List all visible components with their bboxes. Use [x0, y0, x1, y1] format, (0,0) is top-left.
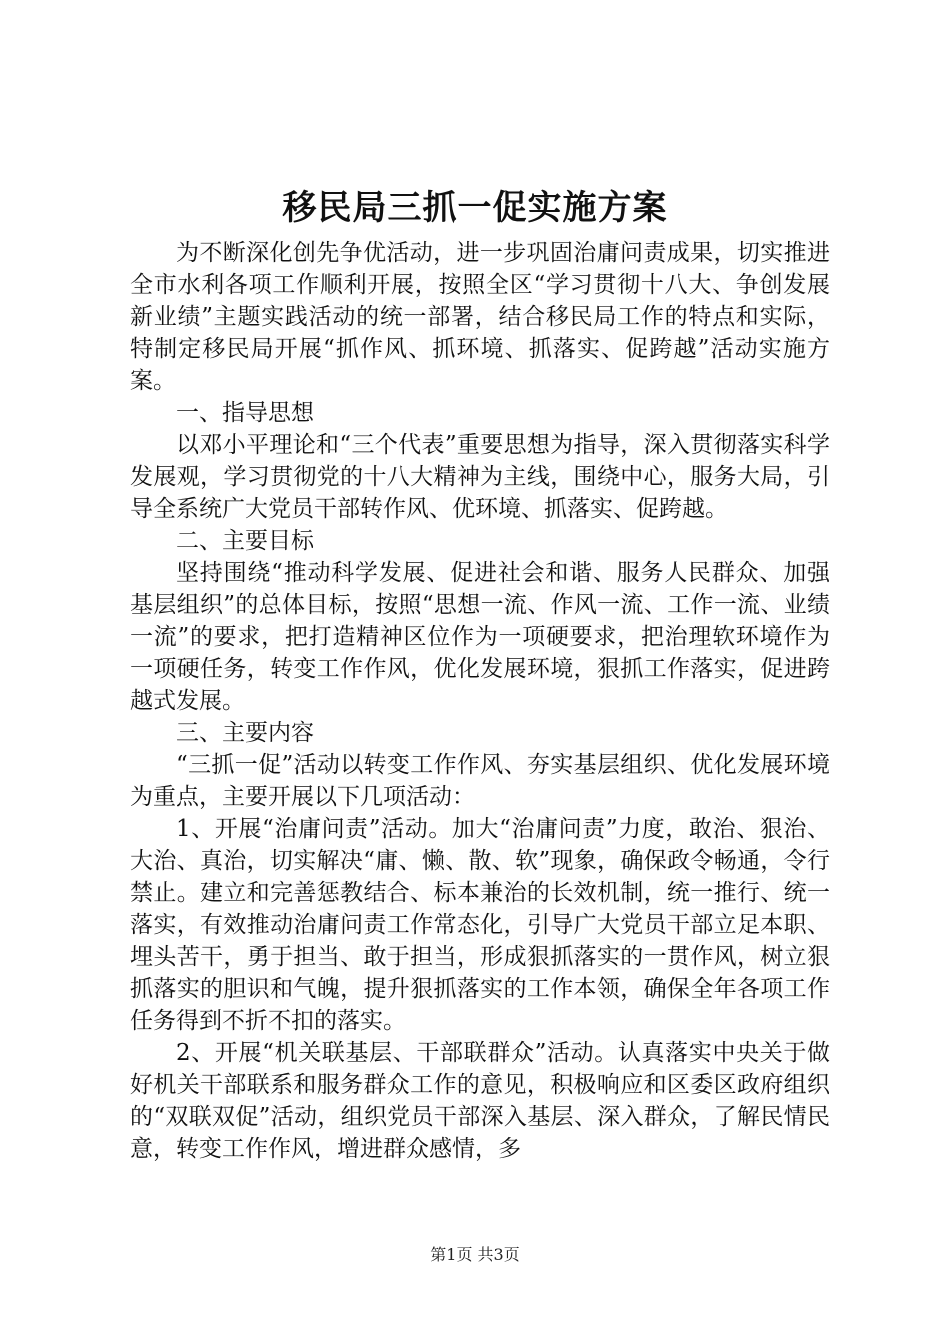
activity-item-2: 2、开展“机关联基层、干部联群众”活动。认真落实中央关于做好机关干部联系和服务群众工作的意见，积极响应和区委区政府组织的“双联双促”活动，组织党员干部深入基层、深入群众，了解民情民意，转变工作作风，增进群众感情，多: [130, 1040, 830, 1162]
intro-paragraph: 为不断深化创先争优活动，进一步巩固治庸问责成果，切实推进全市水利各项工作顺利开展，按照全区“学习贯彻十八大、争创发展新业绩”主题实践活动的统一部署，结合移民局工作的特点和实际，特制定移民局开展“抓作风、抓环境、抓落实、促跨越”活动实施方案。: [130, 240, 830, 394]
page-footer: 第1页 共3页: [430, 1245, 520, 1264]
section-heading-main-goals: 二、主要目标: [176, 528, 314, 554]
document-title: 移民局三抓一促实施方案: [282, 188, 668, 228]
main-content-paragraph: “三抓一促”活动以转变工作作风、夯实基层组织、优化发展环境为重点，主要开展以下几项活动：: [130, 752, 830, 810]
guiding-thought-paragraph: 以邓小平理论和“三个代表”重要思想为指导，深入贯彻落实科学发展观，学习贯彻党的十八大精神为主线，围绕中心，服务大局，引导全系统广大党员干部转作风、优环境、抓落实、促跨越。: [130, 432, 830, 522]
section-heading-main-content: 三、主要内容: [176, 720, 314, 746]
activity-item-1: 1、开展“治庸问责”活动。加大“治庸问责”力度，敢治、狠治、大治、真治，切实解决“庸、懒、散、软”现象，确保政令畅通，令行禁止。建立和完善惩教结合、标本兼治的长效机制，统一推行、统一落实，有效推动治庸问责工作常态化，引导广大党员干部立足本职、埋头苦干，勇于担当、敢于担当，形成狠抓落实的一贯作风，树立狠抓落实的胆识和气魄，提升狠抓落实的工作本领，确保全年各项工作任务得到不折不扣的落实。: [130, 816, 830, 1034]
document-body: [130, 237, 830, 1165]
main-goals-paragraph: 坚持围绕“推动科学发展、促进社会和谐、服务人民群众、加强基层组织”的总体目标，按照“思想一流、作风一流、工作一流、业绩一流”的要求，把打造精神区位作为一项硬要求，把治理软环境作为一项硬任务，转变工作作风，优化发展环境，狠抓工作落实，促进跨越式发展。: [130, 560, 830, 714]
section-heading-guiding-thought: 一、指导思想: [176, 400, 314, 426]
